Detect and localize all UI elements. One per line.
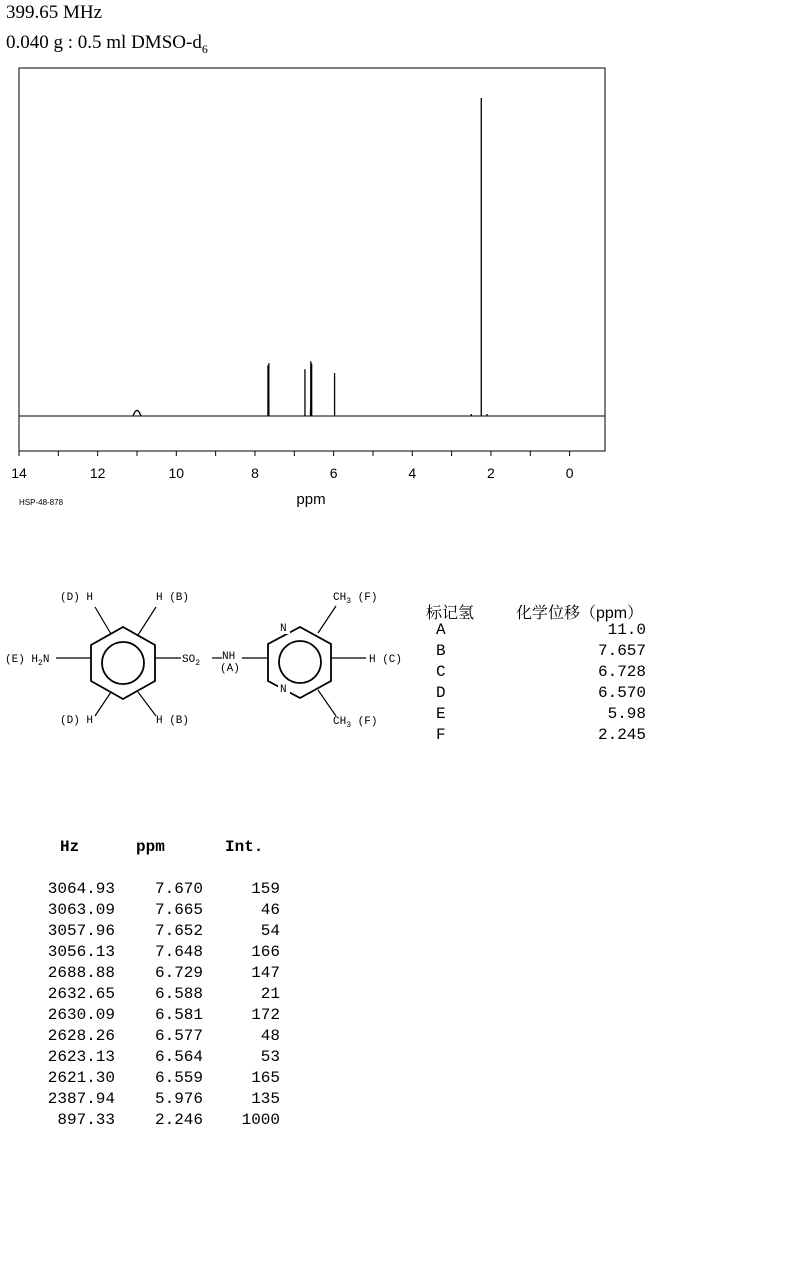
peak-ppm: 6.588 [154, 985, 203, 1003]
peak-0 [133, 410, 141, 416]
peak-row [30, 1006, 290, 1027]
peak-int: 135 [251, 1090, 280, 1108]
peak-int: 159 [251, 880, 280, 898]
peak-header-hz: Hz [60, 838, 80, 856]
label-h-b-top: H (B) [156, 592, 190, 604]
peak-int: 172 [251, 1006, 280, 1024]
shift-row: B 7.657 [436, 642, 646, 660]
peak-ppm: 5.976 [154, 1090, 203, 1108]
label-h-b-bottom: H (B) [156, 715, 190, 727]
molecular-structure [0, 580, 410, 740]
peak-int: 54 [260, 922, 280, 940]
peak-int: 48 [260, 1027, 280, 1045]
peak-int: 147 [251, 964, 280, 982]
shift-row: A 11.0 [436, 621, 646, 639]
label-ch3-f-top: $CH_3$ (F) [333, 592, 378, 606]
peak-hz: 2630.09 [47, 1006, 115, 1024]
peak-int: 166 [251, 943, 280, 961]
label-nh-a: (A) [220, 663, 240, 675]
peak-int: 165 [251, 1069, 280, 1087]
peak-int: 21 [260, 985, 280, 1003]
label-nh2-e: (E) $H_2N$ [5, 654, 50, 668]
x-tick-label: 8 [251, 465, 259, 481]
x-tick-label: 12 [89, 465, 106, 481]
shift-row: F 2.245 [436, 726, 646, 744]
peak-row [30, 922, 290, 943]
label-h-d-bottom: (D) H [60, 715, 94, 727]
peak-ppm: 6.577 [154, 1027, 203, 1045]
peak-ppm: 6.581 [154, 1006, 203, 1024]
x-tick-label: 0 [565, 465, 574, 481]
peak-ppm: 6.729 [154, 964, 203, 982]
peak-hz: 2387.94 [47, 1090, 115, 1108]
ticks-group [11, 451, 573, 481]
peaks-group [133, 98, 487, 416]
pyrimidine-aromatic-circle [279, 641, 321, 683]
peak-ppm: 7.670 [154, 880, 203, 898]
peak-row [30, 1090, 290, 1111]
peak-row [30, 1048, 290, 1069]
peak-hz: 2621.30 [47, 1069, 115, 1087]
peak-header-ppm: ppm [136, 838, 165, 856]
shift-row: C 6.728 [436, 663, 646, 681]
peak-int: 53 [260, 1048, 280, 1066]
benzene-ring [91, 627, 155, 699]
sample-description: 0.040 g : 0.5 ml DMSO-$d_6$ [6, 32, 208, 56]
shift-header-label: 标记氢 [426, 605, 475, 622]
benzene-aromatic-circle [102, 642, 144, 684]
peak-row [30, 985, 290, 1006]
peak-int: 1000 [241, 1111, 280, 1129]
x-tick-label: 14 [11, 465, 27, 481]
peak-hz: 2628.26 [47, 1027, 115, 1045]
peak-ppm: 6.564 [154, 1048, 203, 1066]
x-tick-label: 2 [487, 465, 495, 481]
peak-ppm: 2.246 [154, 1111, 203, 1129]
peak-ppm: 7.652 [154, 922, 203, 940]
nmr-spectrum-chart [0, 60, 620, 520]
peak-row [30, 880, 290, 901]
label-so2: $SO_2$ [182, 654, 201, 668]
peak-row [30, 1111, 290, 1132]
x-tick-label: 10 [168, 465, 185, 481]
peak-row [30, 1027, 290, 1048]
x-tick-label: 4 [408, 465, 417, 481]
peak-row [30, 1069, 290, 1090]
shift-header-ppm: 化学位移（ppm） [516, 605, 644, 622]
peak-hz: 3063.09 [47, 901, 115, 919]
peak-hz: 3056.13 [47, 943, 115, 961]
label-nh: NH [222, 651, 236, 663]
peak-row [30, 901, 290, 922]
peak-row [30, 943, 290, 964]
peak-hz: 897.33 [57, 1111, 115, 1129]
x-tick-label: 6 [329, 465, 338, 481]
peak-header-int: Int. [225, 838, 264, 856]
peak-hz: 2632.65 [47, 985, 115, 1003]
label-h-d-top: (D) H [60, 592, 94, 604]
peak-hz: 2688.88 [47, 964, 115, 982]
label-n-top: N [280, 623, 287, 635]
shift-row: E 5.98 [436, 705, 646, 723]
label-ch3-f-bottom: $CH_3$ (F) [333, 716, 378, 730]
peak-hz: 3064.93 [47, 880, 115, 898]
peak-ppm: 7.665 [154, 901, 203, 919]
spectrometer-frequency: 399.65 MHz [6, 2, 103, 23]
peak-ppm: 6.559 [154, 1069, 203, 1087]
label-n-bottom: N [280, 684, 287, 696]
peak-hz: 2623.13 [47, 1048, 115, 1066]
peak-row [30, 964, 290, 985]
label-h-c: H (C) [369, 654, 403, 666]
peak-hz: 3057.96 [47, 922, 115, 940]
peak-int: 46 [260, 901, 280, 919]
spectrum-code: HSP-48-878 [19, 498, 64, 507]
peak-ppm: 7.648 [154, 943, 203, 961]
shift-row: D 6.570 [436, 684, 646, 702]
x-axis-label: ppm [296, 491, 326, 508]
